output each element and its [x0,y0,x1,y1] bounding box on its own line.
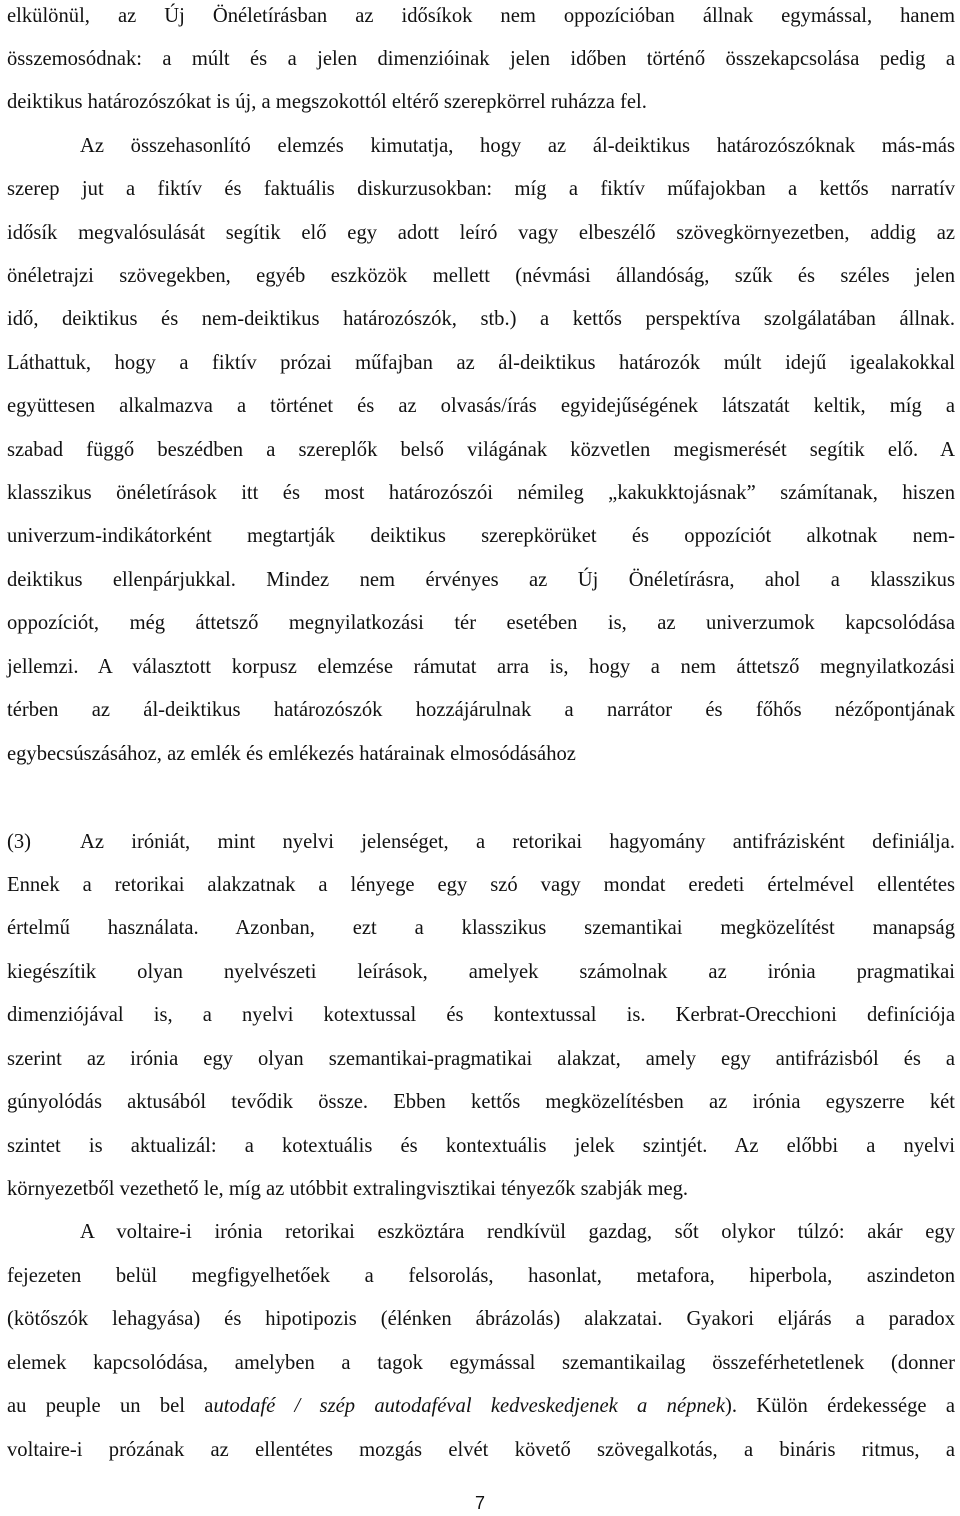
body-line: fejezeten belül megfigyelhetőek a felsorolás, hasonlat, metafora, hiperbola, aszindeton [7,1265,955,1287]
body-line: jellemzi. A választott korpusz elemzése rámutat arra is, hogy a nem áttetsző megnyilatkozási [7,656,955,678]
body-line: idő, deiktikus és nem-deiktikus határozószók, stb.) a kettős perspektíva szolgálatában állnak. [7,308,955,330]
body-line: deiktikus határozószókat is új, a megszokottól eltérő szerepkörrel ruházza fel. [7,91,647,113]
body-line: szintet is aktualizál: a kotextuális és kontextuális jelek szintjét. Az előbbi a nyelvi [7,1135,955,1157]
section-number: (3) [7,831,32,853]
body-line: oppozíciót, még áttetsző megnyilatkozási tér esetében is, az univerzumok kapcsolódása [7,612,955,634]
body-line: (kötőszók lehagyása) és hipotipozis (élénken ábrázolás) alakzatai. Gyakori eljárás a paradox [7,1308,955,1330]
body-line: klasszikus önéletírások itt és most határozószói némileg „kakukktojásnak” számítanak, hiszen [7,482,955,504]
body-line: Az iróniát, mint nyelvi jelenséget, a retorikai hagyomány antifrázisként definiálja. [80,831,955,853]
body-line: szabad függő beszédben a szereplők belső világának közvetlen megismerését segítik elő. A [7,439,955,461]
body-line: voltaire-i prózának az ellentétes mozgás elvét követő szövegalkotás, a bináris ritmus, a [7,1439,955,1461]
body-line: összemosódnak: a múlt és a jelen dimenzióinak jelen időben történő összekapcsolása pedig a [7,48,955,70]
body-line: térben az ál-deiktikus határozószók hozzájárulnak a narrátor és főhős nézőpontjának [7,699,955,721]
body-line: szerint az irónia egy olyan szemantikai-pragmatikai alakzat, amely egy antifrázisból és a [7,1048,955,1070]
body-line: idősík megvalósulását segítik elő egy adott leíró vagy elbeszélő szövegkörnyezetben, addig az [7,222,955,244]
body-line: környezetből vezethető le, míg az utóbbit extralingvisztikai tényezők szabják meg. [7,1178,689,1200]
line-text: au peuple un bel a [7,1395,214,1417]
italic-phrase: utodafé / szép autodaféval kedveskedjenek a népnek [213,1395,725,1417]
body-line: önéletrajzi szövegekben, egyéb eszközök mellett (névmási állandóság, szűk és széles jelen [7,265,955,287]
body-line: Az összehasonlító elemzés kimutatja, hogy az ál-deiktikus határozószóknak más-más [80,135,955,157]
body-line: A voltaire-i irónia retorikai eszköztára rendkívül gazdag, sőt olykor túlzó: akár egy [80,1221,955,1243]
body-line-with-italic [7,1393,955,1419]
body-line: dimenziójával is, a nyelvi kotextussal és kontextussal is. Kerbrat-Orecchioni definíciója [7,1004,955,1026]
body-line: együttesen alkalmazva a történet és az olvasás/írás egyidejűségének látszatát keltik, míg a [7,395,955,417]
body-line: szerep jut a fiktív és faktuális diskurzusokban: míg a fiktív műfajokban a kettős narratív [7,178,955,200]
body-line: kiegészítik olyan nyelvészeti leírások, amelyek számolnak az irónia pragmatikai [7,961,955,983]
body-line: elkülönül, az Új Önéletírásban az idősíkok nem oppozícióban állnak egymással, hanem [7,5,955,27]
page-number: 7 [474,1493,485,1513]
body-line: univerzum-indikátorként megtartják deiktikus szerepkörüket és oppozíciót alkotnak nem- [7,525,955,547]
body-line: elemek kapcsolódása, amelyben a tagok egymással szemantikailag összeférhetetlenek (donner [7,1352,955,1374]
body-line: egybecsúszásához, az emlék és emlékezés határainak elmosódásához [7,743,576,765]
body-line: deiktikus ellenpárjukkal. Mindez nem érvényes az Új Önéletírásra, ahol a klasszikus [7,569,955,591]
body-line: gúnyolódás aktusából tevődik össze. Ebben kettős megközelítésben az irónia egyszerre két [7,1091,955,1113]
body-line: Láthattuk, hogy a fiktív prózai műfajban az ál-deiktikus határozók múlt idejű igealakokkal [7,352,955,374]
line-text: ). Külön érdekessége a [724,1395,955,1417]
body-line: Ennek a retorikai alakzatnak a lényege egy szó vagy mondat eredeti értelmével ellentétes [7,874,955,896]
body-line: értelmű használata. Azonban, ezt a klasszikus szemantikai megközelítést manapság [7,917,955,939]
